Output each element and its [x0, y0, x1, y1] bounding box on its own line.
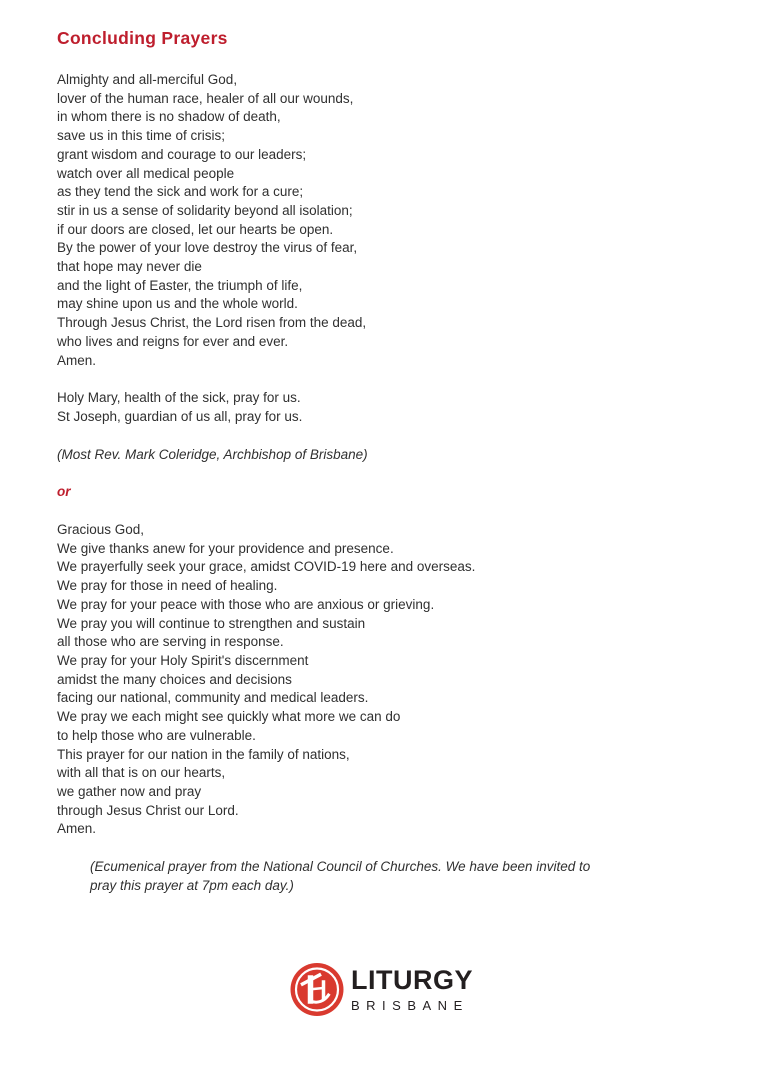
logo-title: LITURGY: [351, 964, 473, 995]
prayer-line: Through Jesus Christ, the Lord risen from the dead,: [57, 315, 367, 331]
attribution-line: pray this prayer at 7pm each day.): [90, 877, 294, 893]
prayer-line: Amen.: [57, 352, 97, 368]
attribution-ecumenical: [90, 858, 717, 895]
prayer-line: stir in us a sense of solidarity beyond all isolation;: [57, 202, 353, 218]
attribution-line: (Ecumenical prayer from the National Council of Churches. We have been invited to: [90, 859, 591, 875]
prayer-line: we gather now and pray: [57, 783, 202, 799]
document-content: [57, 28, 717, 914]
prayer-line: By the power of your love destroy the virus of fear,: [57, 240, 358, 256]
logo-wordmark: [351, 964, 473, 1013]
prayer-line: with all that is on our hearts,: [57, 765, 226, 781]
attribution-coleridge: [57, 446, 717, 465]
prayer-archbishop: [57, 71, 717, 370]
prayer-line: facing our national, community and medical leaders.: [57, 690, 369, 706]
petition-line: St Joseph, guardian of us all, pray for us.: [57, 408, 303, 424]
prayer-line: We pray for your peace with those who are anxious or grieving.: [57, 596, 435, 612]
prayer-line: Gracious God,: [57, 522, 145, 538]
prayer-line: may shine upon us and the whole world.: [57, 296, 298, 312]
prayer-line: in whom there is no shadow of death,: [57, 109, 281, 125]
prayer-line: as they tend the sick and work for a cure;: [57, 184, 304, 200]
petition-line: Holy Mary, health of the sick, pray for us.: [57, 390, 301, 406]
prayer-line: We pray for your Holy Spirit's discernment: [57, 652, 309, 668]
or-divider: or: [57, 484, 71, 500]
prayer-line: who lives and reigns for ever and ever.: [57, 333, 289, 349]
prayer-line: This prayer for our nation in the family of nations,: [57, 746, 350, 762]
prayer-line: to help those who are vulnerable.: [57, 727, 256, 743]
prayer-line: Amen.: [57, 821, 97, 837]
prayer-line: We pray you will continue to strengthen and sustain: [57, 615, 366, 631]
page-title: Concluding Prayers: [57, 28, 228, 48]
prayer-line: watch over all medical people: [57, 165, 235, 181]
liturgy-brisbane-logo: [290, 963, 473, 1016]
prayer-line: through Jesus Christ our Lord.: [57, 802, 239, 818]
logo-subtitle: BRISBANE: [351, 997, 469, 1013]
prayer-line: lover of the human race, healer of all our wounds,: [57, 90, 354, 106]
prayer-line: We pray we each might see quickly what more we can do: [57, 709, 401, 725]
prayer-line: Almighty and all-merciful God,: [57, 72, 238, 87]
attribution-line: (Most Rev. Mark Coleridge, Archbishop of Brisbane): [57, 446, 368, 462]
prayer-line: all those who are serving in response.: [57, 634, 284, 650]
prayer-line: We prayerfully seek your grace, amidst COVID-19 here and overseas.: [57, 559, 476, 575]
liturgy-brisbane-monogram-icon: [290, 963, 343, 1016]
prayer-line: that hope may never die: [57, 259, 202, 275]
prayer-line: grant wisdom and courage to our leaders;: [57, 146, 307, 162]
prayer-line: if our doors are closed, let our hearts be open.: [57, 221, 334, 237]
saint-petitions: [57, 389, 717, 426]
prayer-line: amidst the many choices and decisions: [57, 671, 292, 687]
prayer-line: We pray for those in need of healing.: [57, 578, 278, 594]
prayer-line: save us in this time of crisis;: [57, 128, 226, 144]
prayer-ecumenical: [57, 521, 717, 839]
prayer-line: We give thanks anew for your providence and presence.: [57, 540, 394, 556]
prayer-line: and the light of Easter, the triumph of life,: [57, 277, 303, 293]
